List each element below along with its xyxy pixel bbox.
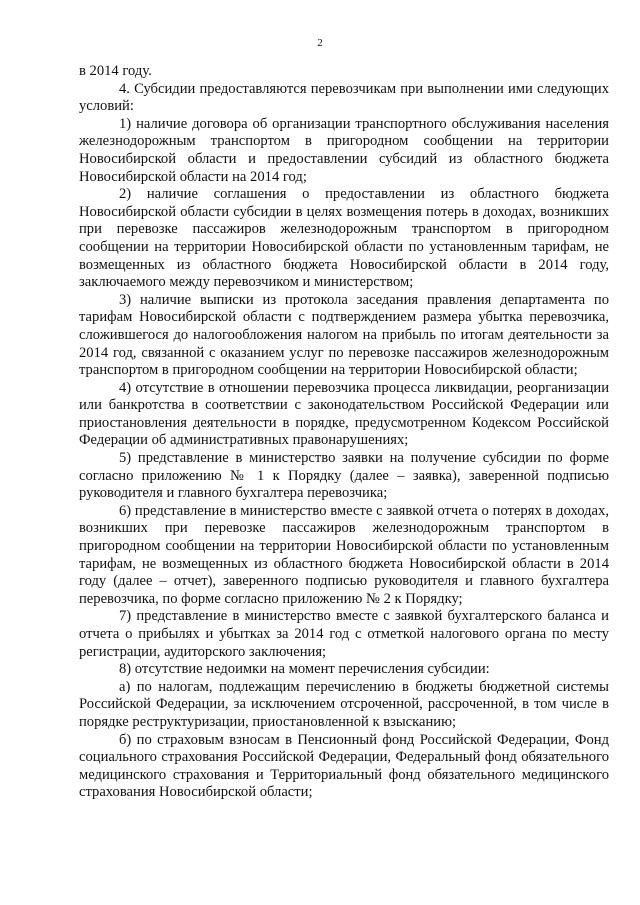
- paragraph-subitem-a: а) по налогам, подлежащим перечислению в бюджеты бюджетной системы Российской Федерации, за исключением отсроченной, рассроченной, в том числе в порядке реструктуризации, приостановленной к взысканию;: [79, 678, 609, 730]
- paragraph-item-1: 1) наличие договора об организации транспортного обслуживания населения железнодорожным транспортом в пригородном сообщении на территории Новосибирской области и предоставлении субсидий из областного бюджета Новосибирской области на 2014 год;: [79, 115, 609, 185]
- paragraph-clause-4: 4. Субсидии предоставляются перевозчикам при выполнении ими следующих условий:: [79, 80, 609, 115]
- paragraph-item-6: 6) представление в министерство вместе с заявкой отчета о потерях в доходах, возникших при перевозке пассажиров железнодорожным транспортом в пригородном сообщении на территории Новосибирской области по установленным тарифам, не возмещенных из областного бюджета Новосибирской области в 2014 году (далее – отчет), заверенного подписью руководителя и главного бухгалтера перевозчика, по форме согласно приложению № 2 к Порядку;: [79, 502, 609, 607]
- page-number: 2: [317, 37, 323, 49]
- paragraph-subitem-b: б) по страховым взносам в Пенсионный фонд Российской Федерации, Фонд социального страхования Российской Федерации, Федеральный фонд обязательного медицинского страхования и Территориальный фонд обязательного медицинского страхования Новосибирской области;: [79, 731, 609, 801]
- document-body: [79, 63, 609, 802]
- paragraph-item-5: 5) представление в министерство заявки на получение субсидии по форме согласно приложению № 1 к Порядку (далее – заявка), заверенной подписью руководителя и главного бухгалтера перевозчика;: [79, 450, 609, 502]
- paragraph-continuation: в 2014 году.: [79, 63, 152, 79]
- paragraph-item-2: 2) наличие соглашения о предоставлении из областного бюджета Новосибирской области субсидии в целях возмещения потерь в доходах, возникших при перевозке пассажиров железнодорожным транспортом в пригородном сообщении на территории Новосибирской области по установленным тарифам, не возмещенных из областного бюджета Новосибирской области в 2014 году, заключаемого между перевозчиком и министерством;: [79, 186, 609, 291]
- paragraph-item-3: 3) наличие выписки из протокола заседания правления департамента по тарифам Новосибирской области с подтверждением размера убытка перевозчика, сложившегося до налогообложения налогом на прибыль по итогам деятельности за 2014 год, связанной с оказанием услуг по перевозке пассажиров железнодорожным транспортом в пригородном сообщении на территории Новосибирской области;: [79, 291, 609, 379]
- paragraph-item-4: 4) отсутствие в отношении перевозчика процесса ликвидации, реорганизации или банкротства в соответствии с законодательством Российской Федерации или приостановления деятельности в порядке, предусмотренном Кодексом Российской Федерации об административных правонарушениях;: [79, 379, 609, 449]
- paragraph-item-8: 8) отсутствие недоимки на момент перечисления субсидии:: [119, 661, 490, 678]
- paragraph-item-7: 7) представление в министерство вместе с заявкой бухгалтерского баланса и отчета о прибылях и убытках за 2014 год с отметкой налогового органа по месту регистрации, аудиторского заключения;: [79, 608, 609, 660]
